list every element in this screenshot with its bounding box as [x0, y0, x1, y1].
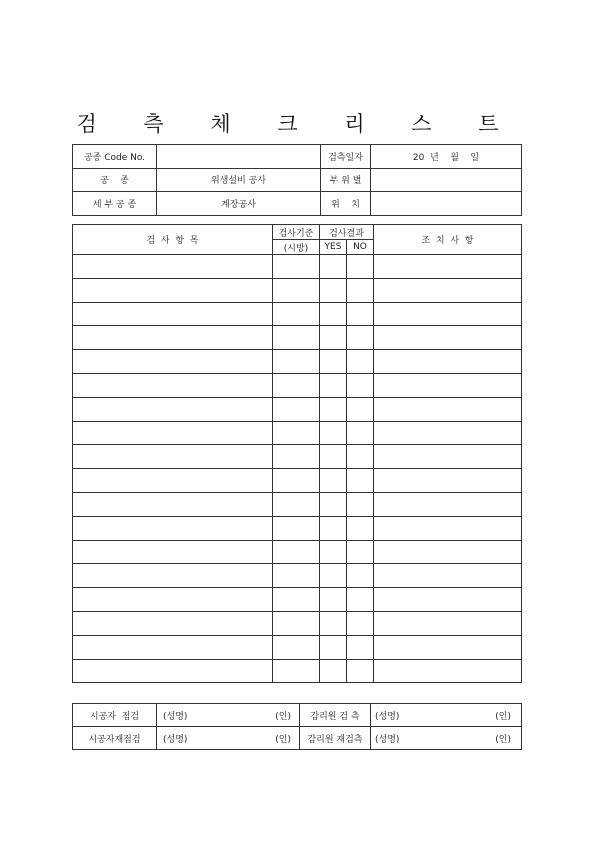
table-row	[73, 492, 522, 516]
item-cell[interactable]	[73, 326, 273, 350]
supervisor-reinspection-seal[interactable]: (인)	[460, 727, 522, 750]
supervisor-reinspection-label: 감리원 재검측	[300, 727, 371, 750]
inspection-date-field[interactable]: 20 년 월 일	[371, 145, 522, 169]
action-cell[interactable]	[374, 659, 522, 683]
criteria-cell[interactable]	[273, 445, 320, 469]
detail-work-label: 세 부 공 종	[73, 192, 157, 216]
contractor-reinspection-seal[interactable]: (인)	[237, 727, 300, 750]
signature-table	[72, 703, 522, 750]
action-cell[interactable]	[374, 397, 522, 421]
action-cell[interactable]	[374, 445, 522, 469]
info-row-code	[73, 145, 522, 169]
criteria-cell[interactable]	[273, 373, 320, 397]
supervisor-inspection-label: 감리원 검 측	[300, 704, 371, 727]
item-cell[interactable]	[73, 611, 273, 635]
yes-cell[interactable]	[320, 302, 347, 326]
no-cell[interactable]	[347, 659, 374, 683]
criteria-cell[interactable]	[273, 278, 320, 302]
criteria-header: 검사기준	[273, 225, 320, 240]
checklist-body	[73, 255, 522, 683]
item-cell[interactable]	[73, 469, 273, 493]
yes-cell[interactable]	[320, 635, 347, 659]
yes-cell[interactable]	[320, 278, 347, 302]
criteria-cell[interactable]	[273, 492, 320, 516]
action-cell[interactable]	[374, 326, 522, 350]
info-row-detail	[73, 192, 522, 216]
criteria-cell[interactable]	[273, 469, 320, 493]
work-type-value[interactable]: 위생설비 공사	[157, 168, 321, 192]
action-header: 조 치 사 항	[374, 225, 522, 255]
item-cell[interactable]	[73, 278, 273, 302]
criteria-cell[interactable]	[273, 302, 320, 326]
location-label: 위 치	[321, 192, 371, 216]
table-row	[73, 278, 522, 302]
item-header: 검 사 항 목	[73, 225, 273, 255]
item-cell[interactable]	[73, 588, 273, 612]
no-cell[interactable]	[347, 635, 374, 659]
action-cell[interactable]	[374, 302, 522, 326]
table-row	[73, 540, 522, 564]
action-cell[interactable]	[374, 611, 522, 635]
work-type-label: 공 종	[73, 168, 157, 192]
action-cell[interactable]	[374, 564, 522, 588]
table-row	[73, 659, 522, 683]
item-cell[interactable]	[73, 516, 273, 540]
yes-header: YES	[320, 240, 347, 255]
action-cell[interactable]	[374, 516, 522, 540]
item-cell[interactable]	[73, 350, 273, 374]
yes-cell[interactable]	[320, 588, 347, 612]
yes-cell[interactable]	[320, 421, 347, 445]
item-cell[interactable]	[73, 445, 273, 469]
criteria-cell[interactable]	[273, 421, 320, 445]
table-row	[73, 445, 522, 469]
signature-row-2	[73, 727, 522, 750]
item-cell[interactable]	[73, 255, 273, 279]
no-cell[interactable]	[347, 278, 374, 302]
criteria-subheader: (시방)	[273, 240, 320, 255]
inspection-date-label: 검측일자	[321, 145, 371, 169]
contractor-inspection-label: 시공자 점검	[73, 704, 157, 727]
checklist-header-row-1	[73, 225, 522, 240]
action-cell[interactable]	[374, 373, 522, 397]
yes-cell[interactable]	[320, 469, 347, 493]
item-cell[interactable]	[73, 564, 273, 588]
contractor-reinspection-name[interactable]: (성명)	[157, 727, 237, 750]
criteria-cell[interactable]	[273, 350, 320, 374]
supervisor-inspection-seal[interactable]: (인)	[460, 704, 522, 727]
no-cell[interactable]	[347, 302, 374, 326]
no-cell[interactable]	[347, 397, 374, 421]
part-name-label: 부 위 별	[321, 168, 371, 192]
table-row	[73, 588, 522, 612]
location-field[interactable]	[371, 192, 522, 216]
table-row	[73, 516, 522, 540]
work-code-field[interactable]	[157, 145, 321, 169]
criteria-cell[interactable]	[273, 611, 320, 635]
no-cell[interactable]	[347, 516, 374, 540]
no-cell[interactable]	[347, 373, 374, 397]
supervisor-reinspection-name[interactable]: (성명)	[371, 727, 460, 750]
yes-cell[interactable]	[320, 397, 347, 421]
yes-cell[interactable]	[320, 255, 347, 279]
no-cell[interactable]	[347, 492, 374, 516]
supervisor-inspection-name[interactable]: (성명)	[371, 704, 460, 727]
criteria-cell[interactable]	[273, 588, 320, 612]
table-row	[73, 421, 522, 445]
yes-cell[interactable]	[320, 516, 347, 540]
info-table	[72, 144, 522, 216]
criteria-cell[interactable]	[273, 564, 320, 588]
yes-cell[interactable]	[320, 445, 347, 469]
contractor-inspection-seal[interactable]: (인)	[237, 704, 300, 727]
item-cell[interactable]	[73, 635, 273, 659]
table-row	[73, 564, 522, 588]
contractor-reinspection-label: 시공자재점검	[73, 727, 157, 750]
no-cell[interactable]	[347, 540, 374, 564]
yes-cell[interactable]	[320, 659, 347, 683]
yes-cell[interactable]	[320, 540, 347, 564]
no-cell[interactable]	[347, 326, 374, 350]
yes-cell[interactable]	[320, 611, 347, 635]
yes-cell[interactable]	[320, 326, 347, 350]
checklist-table	[72, 224, 522, 683]
table-row	[73, 611, 522, 635]
action-cell[interactable]	[374, 421, 522, 445]
table-row	[73, 302, 522, 326]
item-cell[interactable]	[73, 540, 273, 564]
page-title: 검 측 체 크 리 스 트	[76, 112, 519, 136]
table-row	[73, 255, 522, 279]
result-header: 검사결과	[320, 225, 374, 240]
item-cell[interactable]	[73, 659, 273, 683]
signature-row-1	[73, 704, 522, 727]
no-cell[interactable]	[347, 588, 374, 612]
action-cell[interactable]	[374, 635, 522, 659]
item-cell[interactable]	[73, 421, 273, 445]
action-cell[interactable]	[374, 255, 522, 279]
detail-work-value[interactable]: 계장공사	[157, 192, 321, 216]
criteria-cell[interactable]	[273, 659, 320, 683]
action-cell[interactable]	[374, 588, 522, 612]
info-row-work-type	[73, 168, 522, 192]
no-cell[interactable]	[347, 445, 374, 469]
yes-cell[interactable]	[320, 373, 347, 397]
table-row	[73, 373, 522, 397]
criteria-cell[interactable]	[273, 516, 320, 540]
table-row	[73, 469, 522, 493]
contractor-inspection-name[interactable]: (성명)	[157, 704, 237, 727]
work-code-label: 공종 Code No.	[73, 145, 157, 169]
criteria-cell[interactable]	[273, 635, 320, 659]
action-cell[interactable]	[374, 492, 522, 516]
action-cell[interactable]	[374, 350, 522, 374]
no-header: NO	[347, 240, 374, 255]
table-row	[73, 350, 522, 374]
action-cell[interactable]	[374, 540, 522, 564]
item-cell[interactable]	[73, 492, 273, 516]
no-cell[interactable]	[347, 611, 374, 635]
no-cell[interactable]	[347, 421, 374, 445]
table-row	[73, 635, 522, 659]
action-cell[interactable]	[374, 278, 522, 302]
item-cell[interactable]	[73, 397, 273, 421]
part-name-field[interactable]	[371, 168, 522, 192]
criteria-cell[interactable]	[273, 540, 320, 564]
criteria-cell[interactable]	[273, 255, 320, 279]
no-cell[interactable]	[347, 469, 374, 493]
table-row	[73, 326, 522, 350]
yes-cell[interactable]	[320, 492, 347, 516]
item-cell[interactable]	[73, 302, 273, 326]
item-cell[interactable]	[73, 373, 273, 397]
criteria-cell[interactable]	[273, 326, 320, 350]
no-cell[interactable]	[347, 564, 374, 588]
table-row	[73, 397, 522, 421]
no-cell[interactable]	[347, 350, 374, 374]
yes-cell[interactable]	[320, 564, 347, 588]
yes-cell[interactable]	[320, 350, 347, 374]
no-cell[interactable]	[347, 255, 374, 279]
action-cell[interactable]	[374, 469, 522, 493]
criteria-cell[interactable]	[273, 397, 320, 421]
